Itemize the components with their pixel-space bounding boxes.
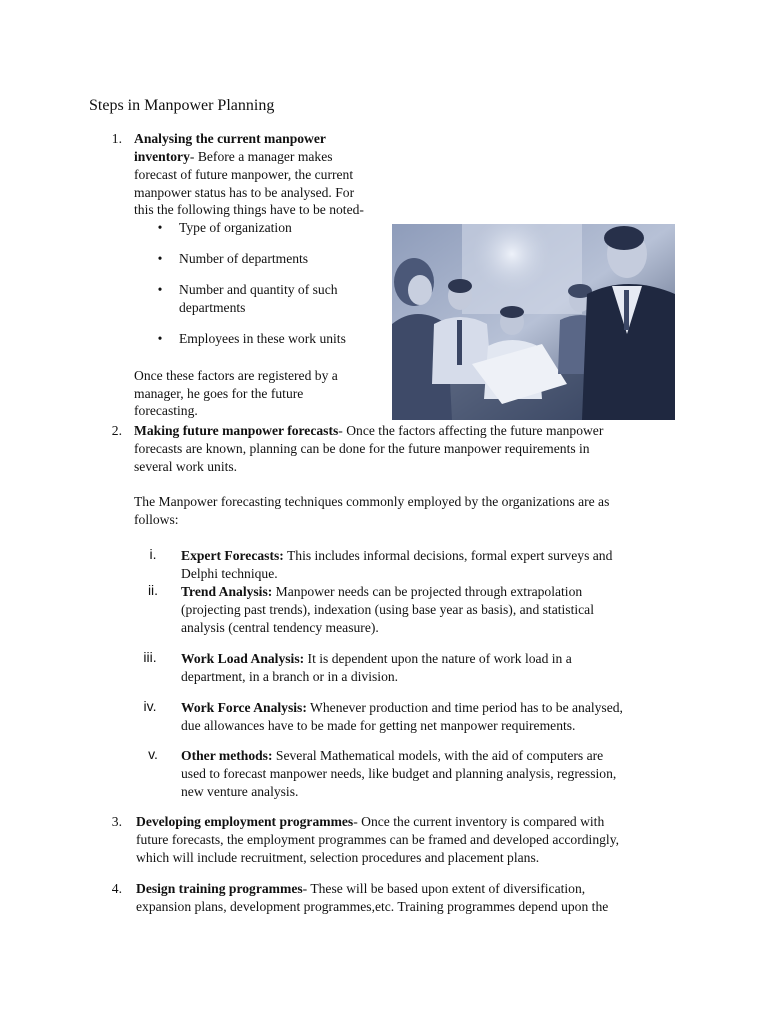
- list-number-3: 3.: [111, 814, 122, 829]
- bullet-item-3: Number and quantity of such: [179, 282, 338, 297]
- technique-workforce-line-2: due allowances have to be made for getting net manpower requirements.: [181, 718, 576, 733]
- technique-other-line-3: new venture analysis.: [181, 784, 299, 799]
- item-1-closing-line-2: manager, he goes for the future: [134, 386, 304, 401]
- item-1-intro-line-4: this the following things have to be noted-: [134, 202, 364, 217]
- technique-trend-line-1: [181, 583, 582, 601]
- item-2-line-2: forecasts are known, planning can be done for the future manpower requirements in: [134, 441, 590, 456]
- technique-title: Trend Analysis:: [181, 584, 273, 599]
- item-1-intro-text: - Before a manager makes: [189, 149, 333, 164]
- technique-text: Several Mathematical models, with the aid of computers are: [272, 748, 604, 763]
- roman-numeral-v: v.: [148, 746, 158, 762]
- item-3-text: - Once the current inventory is compared with: [353, 814, 605, 829]
- bullet-item-4: Employees in these work units: [179, 331, 346, 346]
- technique-text: This includes informal decisions, formal expert surveys and: [283, 548, 613, 563]
- item-1-intro-line-2: forecast of future manpower, the current: [134, 167, 354, 182]
- item-2-line-1: [134, 422, 603, 440]
- technique-workload-line-1: [181, 650, 572, 668]
- list-number-2: 2.: [111, 423, 122, 438]
- bullet-marker: [156, 330, 164, 348]
- item-3-line-3: which will include recruitment, selection procedures and placement plans.: [136, 850, 540, 865]
- technique-other-line-2: used to forecast manpower needs, like budget and planning analysis, regression,: [181, 766, 617, 781]
- technique-title: Work Load Analysis:: [181, 651, 305, 666]
- technique-trend-line-2: (projecting past trends), indexation (using base year as basis), and statistical: [181, 602, 594, 617]
- item-4-title: Design training programmes: [136, 881, 303, 896]
- bullet-marker: [156, 250, 164, 268]
- technique-expert-line-2: Delphi technique.: [181, 566, 278, 581]
- item-1-intro-line-1: [134, 148, 333, 166]
- item-2-line-3: several work units.: [134, 459, 238, 474]
- item-1-title: Analysing the current manpower: [134, 131, 326, 146]
- item-4-text: - These will be based upon extent of diversification,: [302, 881, 586, 896]
- technique-workload-line-2: department, in a branch or in a division.: [181, 669, 399, 684]
- item-4-line-2: expansion plans, development programmes,etc. Training programmes depend upon the: [136, 899, 609, 914]
- bullet-item-2: Number of departments: [179, 251, 309, 266]
- photo-illustration: [392, 224, 675, 420]
- business-meeting-photo: [392, 224, 675, 420]
- roman-numeral-ii: ii.: [147, 582, 159, 598]
- item-2-text: - Once the factors affecting the future manpower: [338, 423, 604, 438]
- technique-trend-line-3: analysis (central tendency measure).: [181, 620, 379, 635]
- item-1-title-cont: inventory: [134, 149, 190, 164]
- bullet-item-3-cont: departments: [179, 300, 246, 315]
- technique-expert-line-1: [181, 547, 612, 565]
- roman-numeral-iv: iv.: [143, 698, 157, 714]
- item-3-line-1: [136, 813, 604, 831]
- technique-workforce-line-1: [181, 699, 623, 717]
- item-1-closing-line-1: Once these factors are registered by a: [134, 368, 338, 383]
- item-1-closing-line-3: forecasting.: [134, 403, 198, 418]
- item-1-intro-line-3: manpower status has to be analysed. For: [134, 185, 355, 200]
- item-3-title: Developing employment programmes: [136, 814, 354, 829]
- page-title: Steps in Manpower Planning: [89, 97, 275, 114]
- technique-title: Expert Forecasts:: [181, 548, 284, 563]
- list-number-1: 1.: [111, 131, 122, 146]
- techniques-intro-line-1: The Manpower forecasting techniques commonly employed by the organizations are as: [134, 494, 610, 509]
- bullet-item-1: Type of organization: [179, 220, 292, 235]
- technique-text: It is dependent upon the nature of work load in a: [304, 651, 572, 666]
- item-1-title-line-1: [134, 130, 326, 148]
- bullet-marker: [156, 281, 164, 299]
- roman-numeral-i: i.: [149, 546, 157, 562]
- technique-other-line-1: [181, 747, 603, 765]
- item-3-line-2: future forecasts, the employment programmes can be framed and developed accordingly,: [136, 832, 620, 847]
- list-number-4: 4.: [111, 881, 122, 896]
- item-2-title: Making future manpower forecasts: [134, 423, 339, 438]
- bullet-marker: [156, 219, 164, 237]
- technique-text: Whenever production and time period has to be analysed,: [306, 700, 623, 715]
- techniques-intro-line-2: follows:: [134, 512, 179, 527]
- technique-title: Work Force Analysis:: [181, 700, 307, 715]
- item-4-line-1: [136, 880, 585, 898]
- technique-title: Other methods:: [181, 748, 273, 763]
- technique-text: Manpower needs can be projected through extrapolation: [272, 584, 583, 599]
- roman-numeral-iii: iii.: [143, 649, 157, 665]
